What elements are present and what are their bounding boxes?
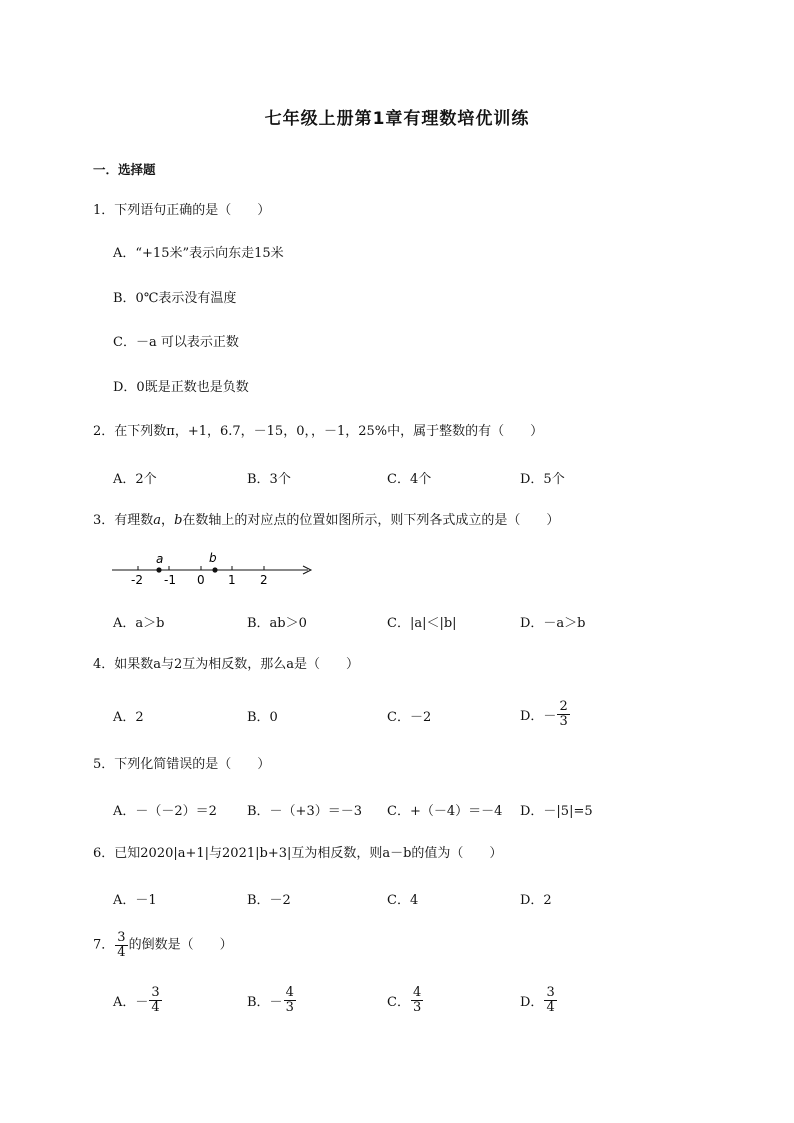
question-7-option-d	[520, 986, 558, 1015]
question-6-options	[0, 889, 794, 909]
question-1-option-c: C．－a 可以表示正数	[113, 335, 239, 350]
question-1-stem: 1．下列语句正确的是（ ）	[93, 203, 271, 218]
question-3-stem	[93, 512, 559, 530]
question-7-option-c-fraction	[411, 986, 423, 1015]
question-5-option-c: C．+（－4）＝－4	[387, 804, 503, 819]
question-5-option-a: A．－（－2）＝2	[113, 804, 217, 819]
question-7-stem-fraction	[115, 931, 127, 960]
fraction-numerator: 4	[412, 985, 422, 1000]
fraction-numerator: 4	[285, 985, 294, 1000]
question-3-var-a: a	[153, 513, 162, 528]
question-4-option-c: C．－2	[387, 710, 432, 725]
question-2-option-b: B．3个	[247, 472, 291, 487]
question-5-stem: 5．下列化简错误的是（ ）	[93, 757, 271, 772]
question-6-option-a: A．－1	[113, 893, 157, 908]
question-3-option-c: C．|a|＜|b|	[387, 616, 457, 631]
question-5-option-b: B．－（+3）＝－3	[247, 804, 362, 819]
question-4-option-d-label: D．－	[520, 709, 557, 724]
fraction-denominator: 3	[412, 1000, 422, 1015]
question-2-option-d: D．5个	[520, 472, 565, 487]
fraction-denominator: 4	[117, 945, 126, 960]
question-6-option-c: C．4	[387, 893, 419, 908]
question-7-option-c	[387, 986, 424, 1015]
tick-label-minus-2: -2	[131, 573, 143, 587]
question-4-option-a: A．2	[113, 710, 144, 725]
fraction-denominator: 4	[151, 1000, 160, 1015]
question-7-option-b	[247, 986, 297, 1015]
question-4-option-d-fraction	[557, 700, 569, 729]
question-4-option-d	[520, 700, 571, 729]
tick-label-1: 1	[228, 573, 236, 587]
question-3-option-d: D．－a＞b	[520, 616, 586, 631]
question-1-option-d: D．0既是正数也是负数	[113, 380, 249, 395]
point-b-label: b	[209, 551, 217, 565]
question-7-option-d-label: D．	[520, 995, 544, 1010]
question-4-options	[0, 700, 794, 736]
question-7-stem	[93, 931, 233, 960]
fraction-numerator: 2	[559, 699, 568, 714]
question-7-option-a	[113, 986, 163, 1015]
question-7-option-a-label: A．－	[113, 995, 149, 1010]
question-3-sep: ，	[161, 513, 175, 528]
question-6-option-d: D．2	[520, 893, 552, 908]
question-5-options	[0, 800, 794, 820]
fraction-numerator: 3	[117, 930, 126, 945]
point-a-label: a	[156, 552, 164, 566]
question-7-option-a-fraction	[149, 986, 161, 1015]
question-3-var-b: b	[174, 513, 183, 528]
fraction-numerator: 3	[151, 985, 160, 1000]
fraction-denominator: 3	[559, 714, 568, 729]
question-7-stem-suffix: 的倒数是（ ）	[128, 937, 233, 953]
question-7-option-d-fraction	[544, 986, 556, 1015]
question-6-stem: 6．已知2020|a+1|与2021|b+3|互为相反数，则a－b的值为（ ）	[93, 846, 503, 861]
question-3-options	[0, 612, 794, 632]
question-7-option-b-fraction	[284, 986, 296, 1015]
tick-label-0: 0	[197, 573, 205, 587]
question-3-stem-prefix: 3．有理数	[93, 513, 154, 528]
question-6-option-b: B．－2	[247, 893, 291, 908]
question-3-option-a: A．a＞b	[113, 616, 165, 631]
section-heading: 一．选择题	[93, 162, 156, 177]
question-2-option-a: A．2个	[113, 472, 157, 487]
question-4-option-b: B．0	[247, 710, 278, 725]
question-2-option-c: C．4个	[387, 472, 432, 487]
point-a	[156, 567, 161, 572]
fraction-denominator: 4	[546, 1000, 555, 1015]
question-4-stem: 4．如果数a与2互为相反数，那么a是（ ）	[93, 657, 360, 672]
question-3-option-b: B．ab＞0	[247, 616, 307, 631]
question-3-stem-suffix: 在数轴上的对应点的位置如图所示，则下列各式成立的是（ ）	[182, 513, 560, 528]
question-1-option-b: B．0℃表示没有温度	[113, 291, 237, 306]
number-line-figure	[108, 548, 323, 590]
question-2-options	[0, 468, 794, 488]
fraction-denominator: 3	[285, 1000, 294, 1015]
question-5-option-d: D．－|5|=5	[520, 804, 593, 819]
question-7-stem-prefix: 7．	[93, 937, 115, 953]
question-7-options	[0, 986, 794, 1022]
question-2-stem: 2．在下列数π，+1，6.7，－15，0，，－1，25%中，属于整数的有（ ）	[93, 424, 544, 439]
document-title: 七年级上册第1章有理数培优训练	[264, 109, 530, 129]
question-1-option-a: A．“+15米”表示向东走15米	[113, 246, 284, 261]
fraction-numerator: 3	[546, 985, 555, 1000]
point-b	[212, 567, 217, 572]
tick-label-2: 2	[260, 573, 268, 587]
question-7-option-c-label: C．	[387, 995, 410, 1010]
question-7-option-b-label: B．－	[247, 995, 283, 1010]
tick-label-minus-1: -1	[164, 573, 176, 587]
